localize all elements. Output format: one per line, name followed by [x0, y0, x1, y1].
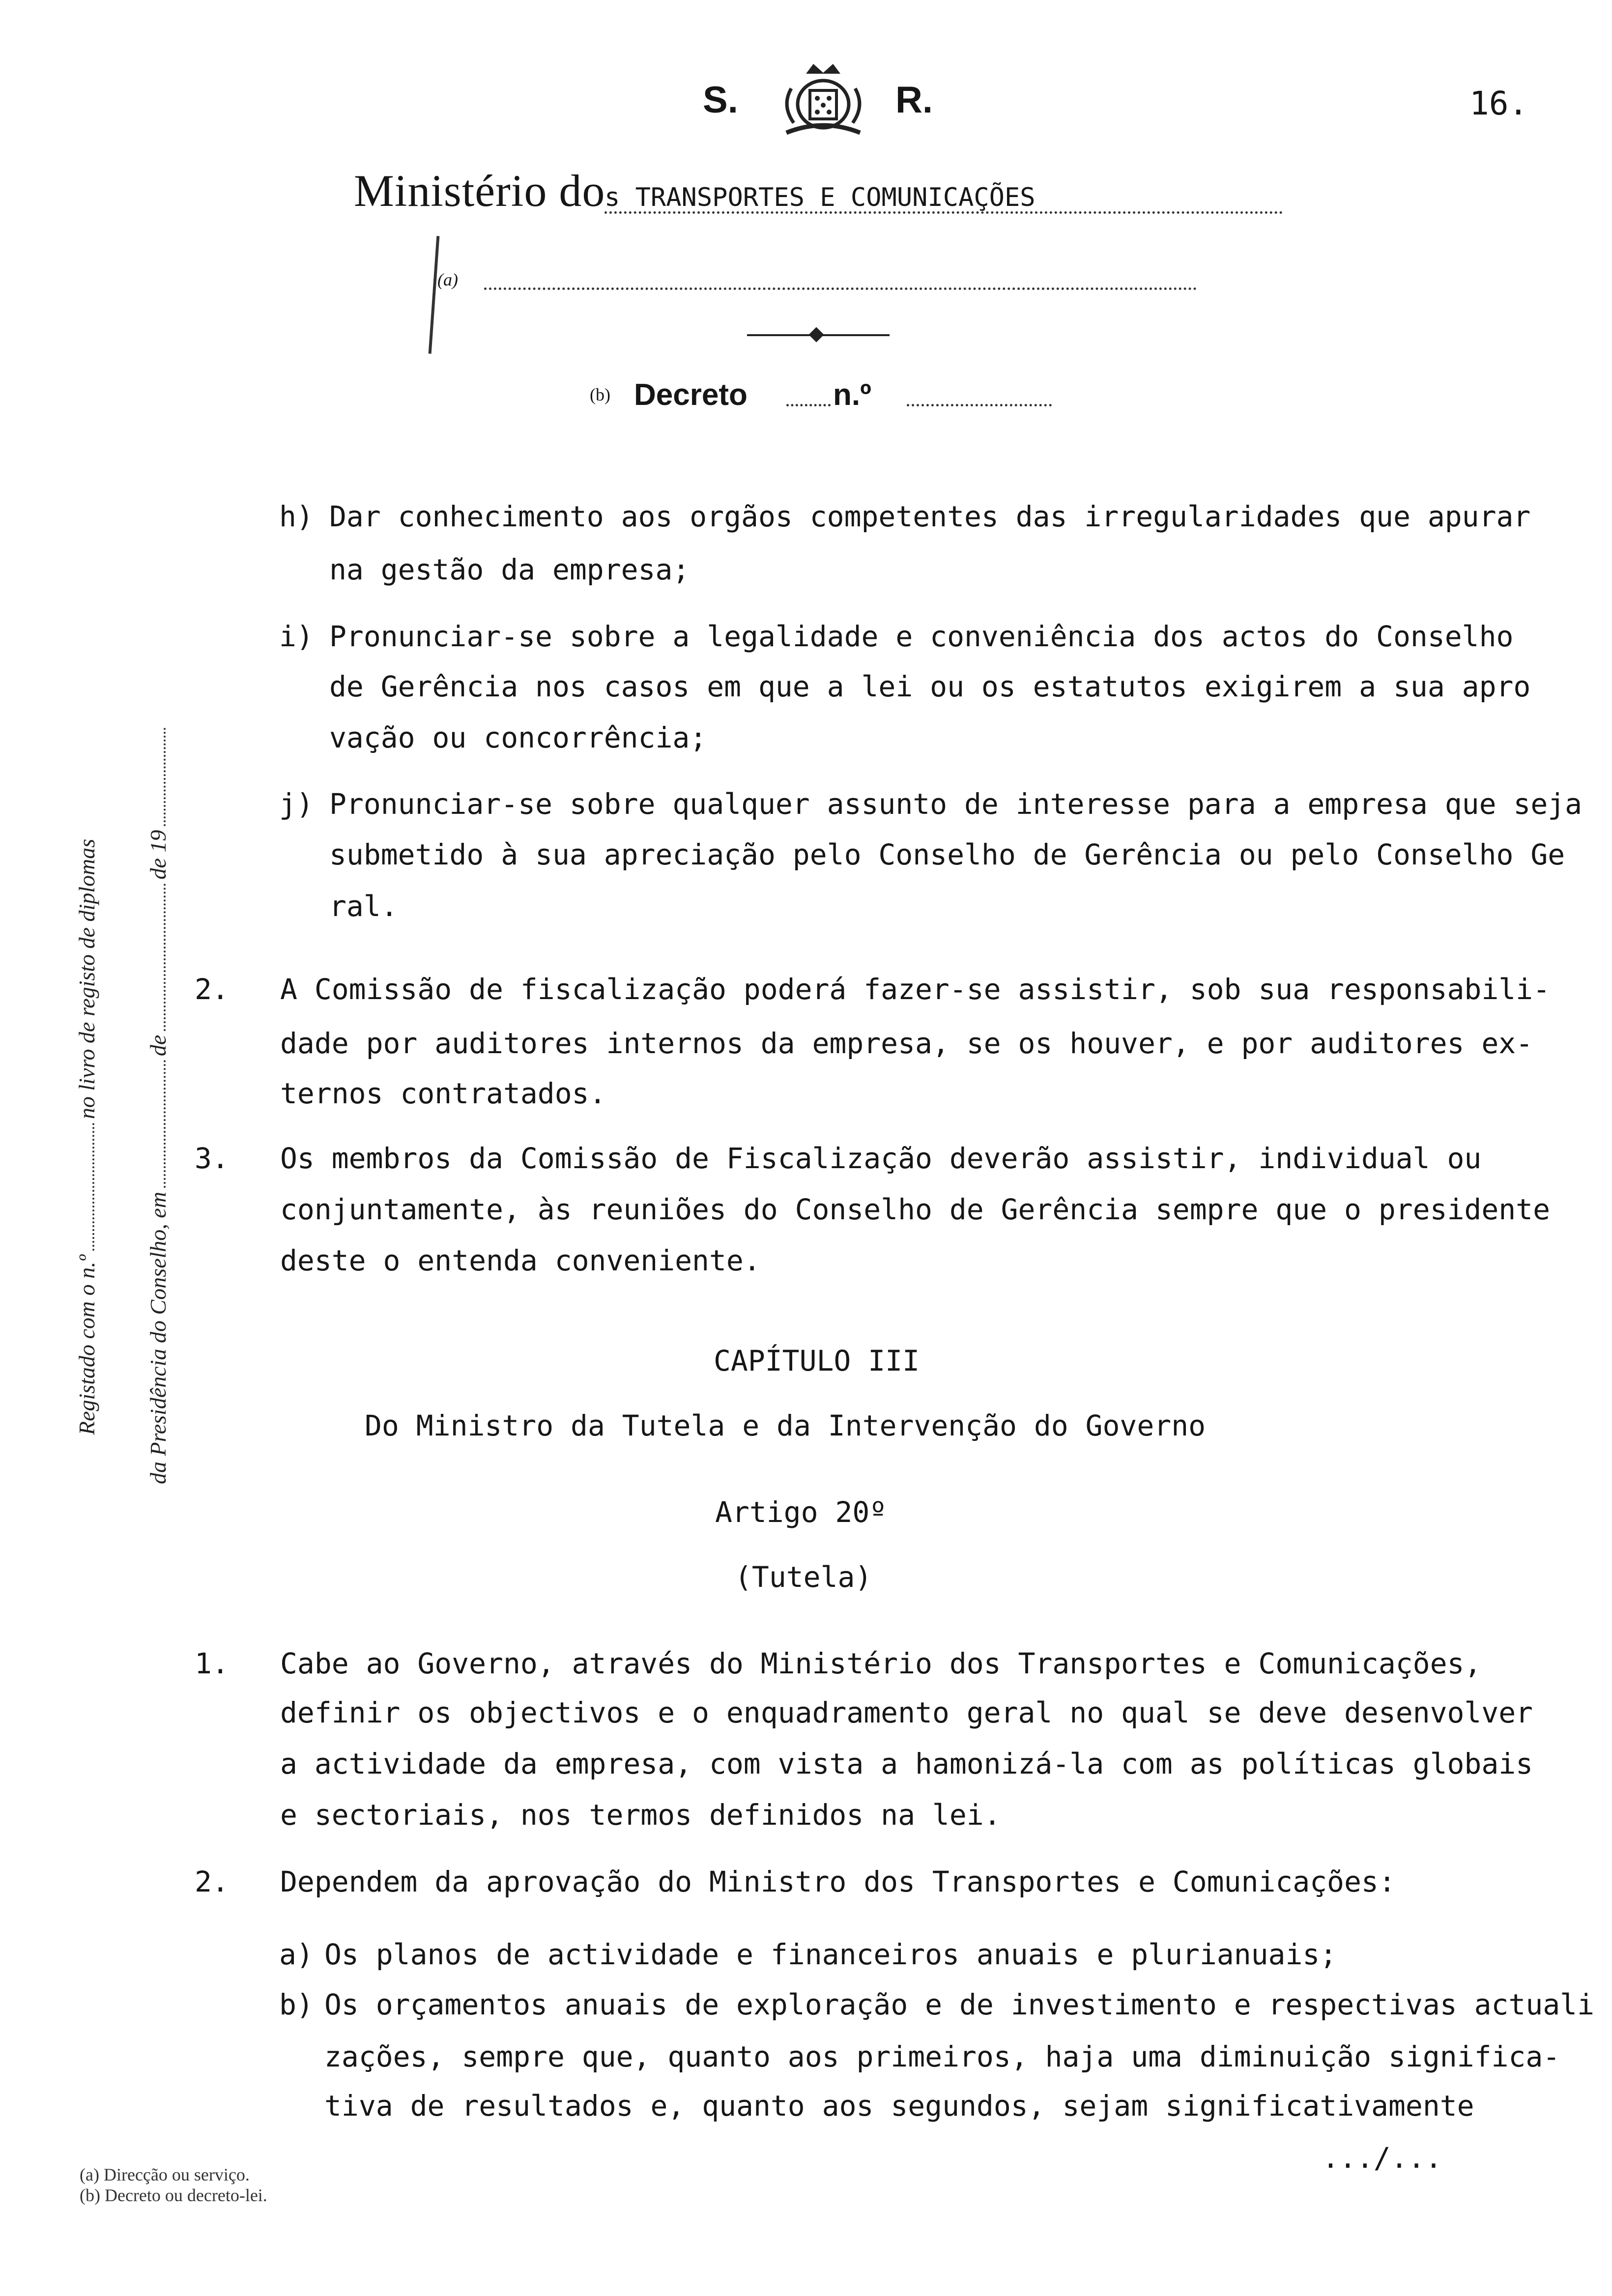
decree-dotted-2 — [907, 404, 1052, 406]
section-2-line-2: dade por auditores internos da empresa, se os houver, e por auditores ex- — [280, 1027, 1533, 1060]
item-a-marker: a) — [279, 1938, 314, 1971]
continuation-mark: .../... — [1322, 2141, 1442, 2175]
margin-line1-a: Registado com o n.º — [74, 1255, 99, 1435]
footnote-b: (b) Decreto ou decreto-lei. — [80, 2185, 267, 2205]
section-3-line-2: conjuntamente, às reuniões do Conselho de Gerência sempre que o presidente — [280, 1193, 1551, 1226]
tutela-1-line-1: Cabe ao Governo, através do Ministério dos Transportes e Comunicações, — [280, 1647, 1482, 1680]
item-b-line-1: Os orçamentos anuais de exploração e de investimento e respectivas actuali — [324, 1988, 1595, 2021]
tutela-1-line-2: definir os objectivos e o enquadramento geral no qual se deve desenvolver — [280, 1696, 1533, 1729]
item-j-line-1: Pronunciar-se sobre qualquer assunto de interesse para a empresa que seja — [329, 787, 1583, 821]
header-right-letter: R. — [895, 79, 933, 121]
section-2-line-1: A Comissão de fiscalização poderá fazer-se assistir, sob sua responsabili- — [280, 973, 1551, 1006]
coat-of-arms-icon — [777, 59, 870, 143]
footnote-a: (a) Direcção ou serviço. — [80, 2165, 250, 2184]
item-h-marker: h) — [279, 500, 314, 533]
margin-registration-line — [74, 839, 100, 1435]
margin-line2-c: de 19 — [145, 830, 171, 880]
ministry-department: s TRANSPORTES E COMUNICAÇÕES — [604, 183, 1036, 212]
tutela-2-number: 2. — [195, 1865, 229, 1898]
decree-dotted-1 — [786, 404, 831, 406]
decree-number-label: n.º — [833, 378, 871, 412]
tutela-1-number: 1. — [195, 1647, 229, 1680]
article-heading: Artigo 20º — [715, 1495, 887, 1529]
margin-line2-a: da Presidência do Conselho, em — [145, 1192, 171, 1484]
line-a-dotted — [484, 287, 1197, 290]
item-j-marker: j) — [279, 787, 314, 821]
item-i-marker: i) — [279, 620, 314, 653]
chapter-title: CAPÍTULO III — [714, 1344, 920, 1378]
bracket-line — [429, 236, 440, 354]
item-b-line-3: tiva de resultados e, quanto aos segundos, sejam significativamente — [324, 2089, 1474, 2123]
margin-line1-b: no livro de registo de diplomas — [74, 838, 99, 1119]
item-i-line-2: de Gerência nos casos em que a lei ou os estatutos exigirem a sua apro — [329, 670, 1531, 703]
item-b-line-2: zações, sempre que, quanto aos primeiros, haja uma diminuição significa- — [324, 2040, 1560, 2073]
margin-line2-b: de — [145, 1034, 171, 1057]
item-j-line-2: submetido à sua apreciação pelo Conselho de Gerência ou pelo Conselho Ge — [329, 838, 1565, 871]
article-title: (Tutela) — [735, 1560, 872, 1594]
item-i-line-3: vação ou concorrência; — [329, 721, 707, 754]
decree-word: Decreto — [634, 378, 748, 412]
header-left-letter: S. — [703, 79, 738, 121]
line-a-label: (a) — [437, 270, 458, 289]
item-i-line-1: Pronunciar-se sobre a legalidade e conveniência dos actos do Conselho — [329, 620, 1514, 653]
tutela-1-line-3: a actividade da empresa, com vista a hamonizá-la com as políticas globais — [280, 1747, 1533, 1780]
section-2-line-3: ternos contratados. — [280, 1077, 606, 1110]
section-2-number: 2. — [195, 973, 229, 1006]
section-3-number: 3. — [195, 1142, 229, 1175]
section-3-line-1: Os membros da Comissão de Fiscalização deverão assistir, individual ou — [280, 1142, 1482, 1175]
decree-label-b: (b) — [590, 385, 610, 404]
item-h-line-1: Dar conhecimento aos orgãos competentes das irregularidades que apurar — [329, 500, 1531, 533]
item-b-marker: b) — [279, 1988, 314, 2021]
chapter-subtitle: Do Ministro da Tutela e da Intervenção do Governo — [365, 1409, 1206, 1442]
divider-diamond-icon — [808, 327, 824, 342]
page-number: 16. — [1469, 85, 1528, 122]
section-3-line-3: deste o entenda conveniente. — [280, 1244, 761, 1277]
item-a-line-1: Os planos de actividade e financeiros anuais e plurianuais; — [324, 1938, 1337, 1971]
item-h-line-2: na gestão da empresa; — [329, 553, 690, 586]
tutela-2-line-1: Dependem da aprovação do Ministro dos Transportes e Comunicações: — [280, 1865, 1396, 1898]
item-j-line-3: ral. — [329, 890, 398, 923]
ministry-dotted-line — [604, 211, 1283, 214]
ministry-prefix: Ministério do — [354, 166, 605, 216]
margin-presidency-line — [145, 724, 171, 1484]
tutela-1-line-4: e sectoriais, nos termos definidos na lei. — [280, 1798, 1001, 1832]
